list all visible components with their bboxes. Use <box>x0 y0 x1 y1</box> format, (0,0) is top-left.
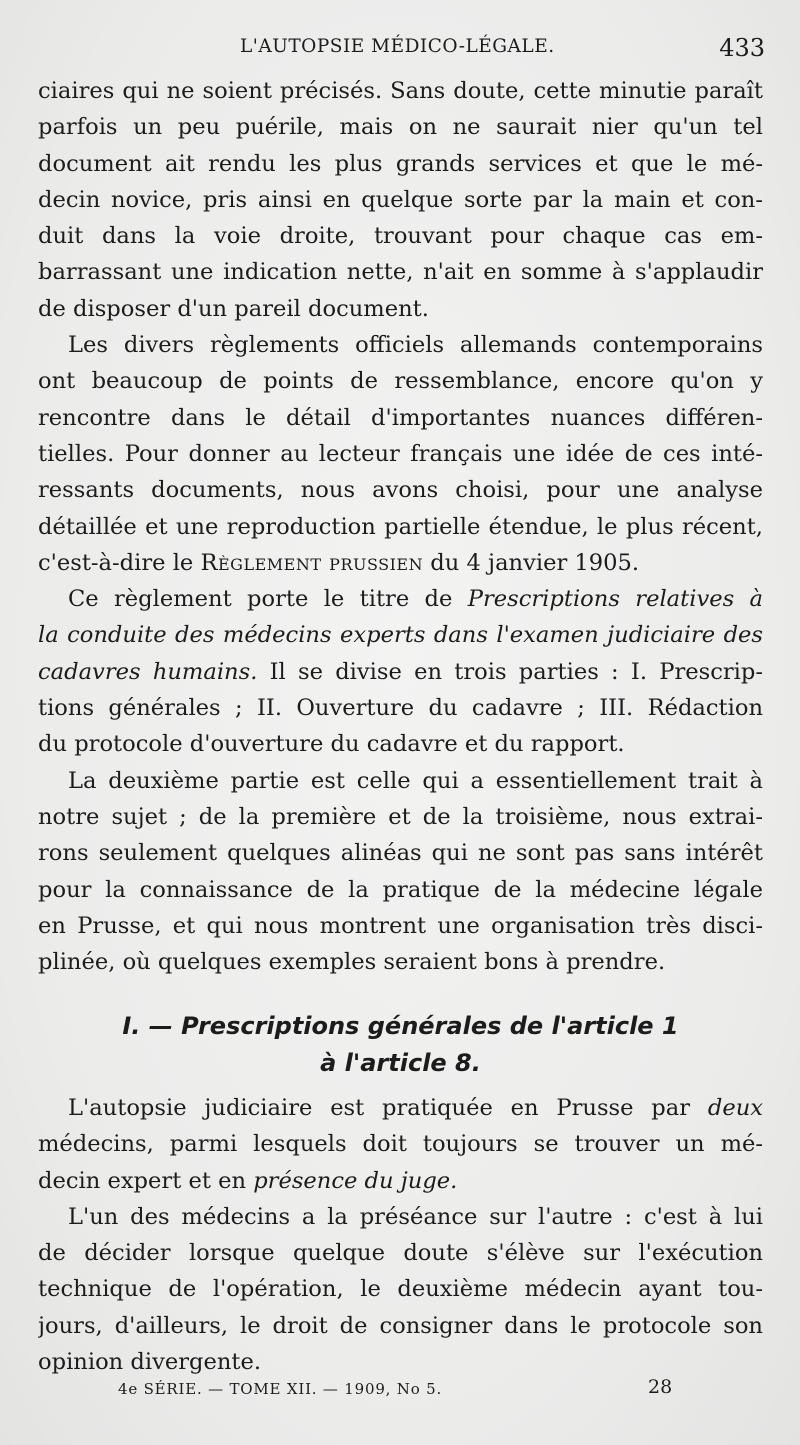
body-text <box>38 73 763 980</box>
text-line: L'un des médecins a la préséance sur l'autre : c'est à lui <box>68 1203 763 1230</box>
text-line: détaillée et une reproduction partielle étendue, le plus récent, <box>38 513 763 540</box>
text-line: ciaires qui ne soient précisés. Sans doute, cette minutie paraît <box>38 78 763 104</box>
text-line: decin novice, pris ainsi en quelque sorte par la main et con- <box>38 186 763 213</box>
running-head <box>40 36 765 66</box>
text-line: parfois un peu puérile, mais on ne saurait nier qu'un tel <box>38 114 763 141</box>
section-heading <box>38 1008 763 1082</box>
series-imprint: 4e SÉRIE. — TOME XII. — 1909, No 5. <box>118 1380 443 1398</box>
text-line: technique de l'opération, le deuxième médecin ayant tou- <box>38 1276 763 1303</box>
italic-title: Prescriptions relatives à <box>467 586 763 613</box>
text-run: decin expert et en <box>38 1167 254 1194</box>
text-line <box>38 581 763 617</box>
text-line: jours, d'ailleurs, le droit de consigner dans le protocole son <box>38 1312 763 1339</box>
section-heading-line: I. — Prescriptions générales de l'article 1 <box>122 1012 679 1040</box>
running-title: L'AUTOPSIE MÉDICO-LÉGALE. <box>240 36 555 57</box>
text-line <box>38 545 763 581</box>
text-run: Ce règlement porte le titre de <box>68 586 468 613</box>
text-run: Il se divise en trois parties : I. Prescrip- <box>257 658 763 685</box>
text-line: notre sujet ; de la première et de la troisième, nous extrai- <box>38 803 763 830</box>
italic-phrase: présence du juge. <box>253 1167 458 1194</box>
italic-word: deux <box>707 1095 763 1121</box>
reglement-title: Règlement prussien <box>200 549 424 576</box>
text-line: médecins, parmi lesquels doit toujours se trouver un mé- <box>38 1131 763 1158</box>
text-line: document ait rendu les plus grands services et que le mé- <box>38 150 763 177</box>
text-line <box>38 1163 763 1199</box>
text-line: pour la connaissance de la pratique de la médecine légale <box>38 876 763 903</box>
text-line: de disposer d'un pareil document. <box>38 295 429 322</box>
text-line <box>38 654 763 690</box>
section-heading-line: à l'article 8. <box>320 1049 481 1077</box>
text-line: barrassant une indication nette, n'ait en somme à s'applaudir <box>38 259 763 286</box>
text-line: rencontre dans le détail d'importantes nuances différen- <box>38 404 763 431</box>
italic-title: cadavres humains. <box>38 658 258 685</box>
text-run: L'autopsie judiciaire est pratiquée en Prusse par <box>68 1095 708 1121</box>
text-line: duit dans la voie droite, trouvant pour chaque cas em- <box>38 223 763 250</box>
text-line <box>38 1090 763 1126</box>
page-footer <box>40 1378 765 1408</box>
text-line: du protocole d'ouverture du cadavre et du rapport. <box>38 731 625 758</box>
text-line: plinée, où quelques exemples seraient bons à prendre. <box>38 949 666 976</box>
text-line: ressants documents, nous avons choisi, pour une analyse <box>38 477 763 504</box>
page-number: 433 <box>719 34 765 62</box>
text-line: tielles. Pour donner au lecteur français une idée de ces inté- <box>38 440 763 467</box>
text-line: Les divers règlements officiels allemands contemporains <box>68 332 763 359</box>
text-line: ont beaucoup de points de ressemblance, encore qu'on y <box>38 368 763 395</box>
body-text-continued <box>38 1090 763 1380</box>
signature-mark: 28 <box>648 1376 673 1398</box>
text-line: tions générales ; II. Ouverture du cadavre ; III. Rédaction <box>38 695 763 722</box>
text-run: du 4 janvier 1905. <box>423 549 640 576</box>
text-line: en Prusse, et qui nous montrent une organisation très disci- <box>38 912 763 939</box>
text-run: c'est-à-dire le <box>38 549 201 576</box>
text-line: rons seulement quelques alinéas qui ne sont pas sans intérêt <box>38 840 763 867</box>
text-line: La deuxième partie est celle qui a essentiellement trait à <box>68 767 763 794</box>
text-line: de décider lorsque quelque doute s'élève sur l'exécution <box>38 1240 763 1267</box>
text-line: opinion divergente. <box>38 1349 262 1376</box>
text-line: la conduite des médecins experts dans l'examen judiciaire des <box>38 622 763 649</box>
